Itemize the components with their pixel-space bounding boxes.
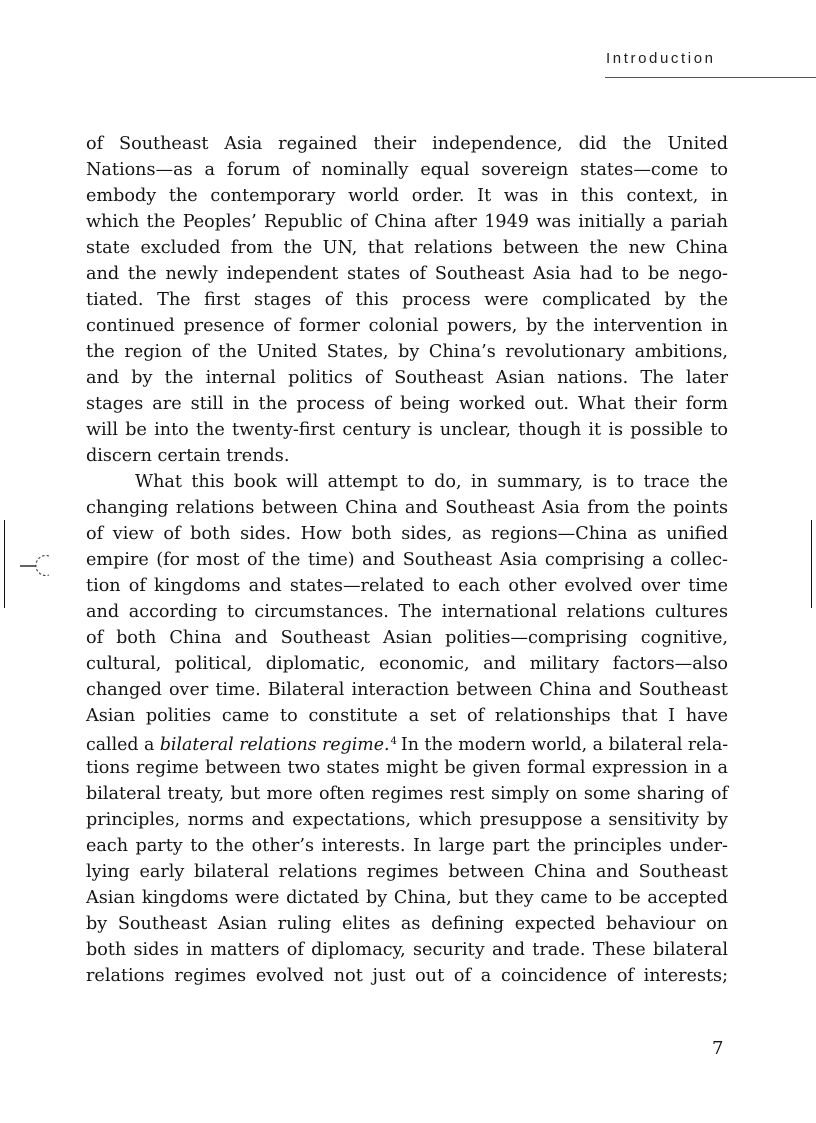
text-line-17: empire (for most of the time) and Southeast Asia comprising a collec- [86, 550, 728, 570]
text-line-5: state excluded from the UN, that relations between the new China [86, 238, 728, 258]
right-crop-mark [811, 520, 812, 608]
text-line-21: cultural, political, diplomatic, economic, and military factors—also [86, 654, 728, 674]
text-line-4: which the Peoples’ Republic of China after 1949 was initially a pariah [86, 212, 728, 232]
text-line-33: relations regimes evolved not just out of a coincidence of interests; [86, 966, 728, 986]
text-line-1: of Southeast Asia regained their independence, did the United [86, 134, 728, 154]
text-line-19: and according to circumstances. The international relations cultures [86, 602, 728, 622]
text-line-10: and by the internal politics of Southeast Asian nations. The later [86, 368, 728, 388]
text-line-20: of both China and Southeast Asian polities—comprising cognitive, [86, 628, 728, 648]
text-line-24 [86, 729, 728, 755]
text-line-2: Nations—as a forum of nominally equal sovereign states—come to [86, 160, 728, 180]
text-line-11: stages are still in the process of being worked out. What their form [86, 394, 728, 414]
text-line-27: principles, norms and expectations, which presuppose a sensitivity by [86, 810, 728, 830]
text-line-18: tion of kingdoms and states—related to each other evolved over time [86, 576, 728, 596]
text-line-32: both sides in matters of diplomacy, security and trade. These bilateral [86, 940, 728, 960]
text-line-28: each party to the other’s interests. In large part the principles under- [86, 836, 728, 856]
text-line-24-lead: called a [86, 735, 160, 755]
body-text [86, 131, 728, 989]
text-line-23: Asian polities came to constitute a set of relationships that I have [86, 706, 728, 726]
header-rule [605, 77, 816, 78]
text-line-30: Asian kingdoms were dictated by China, but they came to be accepted [86, 888, 728, 908]
text-line-31: by Southeast Asian ruling elites as defining expected behaviour on [86, 914, 728, 934]
text-line-22: changed over time. Bilateral interaction between China and Southeast [86, 680, 728, 700]
text-line-3: embody the contemporary world order. It was in this context, in [86, 186, 728, 206]
text-line-9: the region of the United States, by China’s revolutionary ambitions, [86, 342, 728, 362]
text-line-12: will be into the twenty-first century is unclear, though it is possible to [86, 420, 728, 440]
text-line-24-tail: In the modern world, a bilateral rela- [400, 735, 729, 755]
text-line-25: tions regime between two states might be given formal expression in a [86, 758, 728, 778]
text-line-14: What this book will attempt to do, in summary, is to trace the [135, 472, 728, 492]
page-number: 7 [712, 1038, 724, 1059]
registration-mark-icon [20, 549, 56, 581]
text-line-6: and the newly independent states of Southeast Asia had to be nego- [86, 264, 728, 284]
text-line-7: tiated. The first stages of this process were complicated by the [86, 290, 728, 310]
text-line-29: lying early bilateral relations regimes between China and Southeast [86, 862, 728, 882]
text-line-13: discern certain trends. [86, 446, 290, 466]
left-crop-mark [4, 520, 5, 608]
text-line-16: of view of both sides. How both sides, as regions—China as unified [86, 524, 728, 544]
text-line-8: continued presence of former colonial powers, by the intervention in [86, 316, 728, 336]
running-head: Introduction [606, 50, 716, 67]
italic-term: bilateral relations regime. [159, 735, 390, 755]
text-line-26: bilateral treaty, but more often regimes rest simply on some sharing of [86, 784, 728, 804]
text-line-15: changing relations between China and Southeast Asia from the points [86, 498, 728, 518]
footnote-reference: 4 [390, 736, 397, 747]
